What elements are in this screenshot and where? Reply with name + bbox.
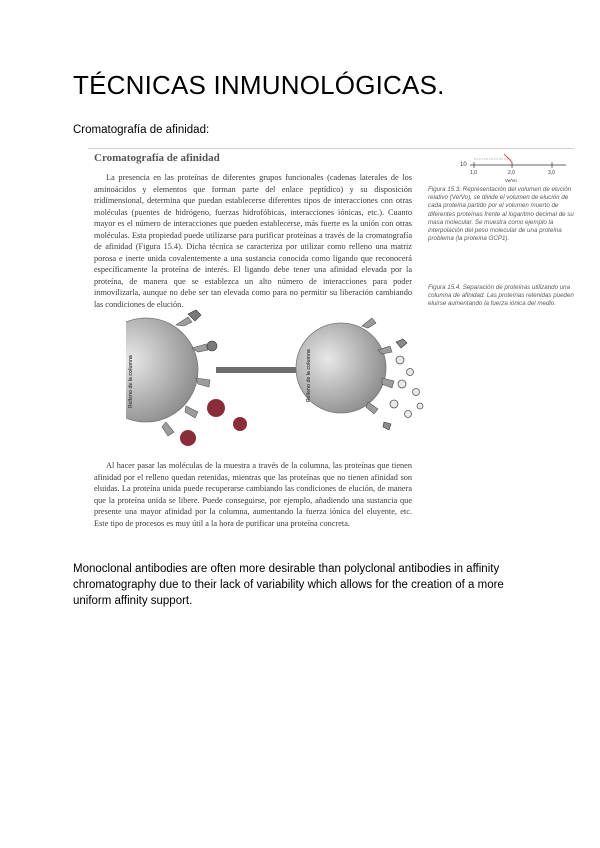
chart-tick-label-1: 1,0	[470, 170, 477, 176]
textbook-scan	[88, 148, 574, 544]
chart-y-label: 10	[460, 162, 467, 168]
affinity-diagram	[126, 280, 426, 450]
bead-label-left: Relleno de la columna	[128, 355, 134, 408]
chart-marker	[504, 154, 512, 162]
book-heading: Cromatografía de afinidad	[94, 152, 220, 164]
eluted-proteins	[390, 356, 423, 418]
figure-caption-15-4: Figura 15.4. Separación de proteínas utilizando una columna de afinidad. Las proteínas retenidas pueden eluirse aumentando la fuerza iónica del medio.	[428, 284, 574, 308]
page-title: TÉCNICAS INMUNOLÓGICAS.	[73, 70, 445, 100]
top-rule	[88, 148, 574, 149]
chart-x-label: Ve/Vo	[505, 178, 517, 183]
figure-caption-15-3: Figura 15.3. Representación del volumen de elución relativo (Ve/Vo), se divide el volumen de elución de cada proteína partido por el volumen muerto de diferentes proteínas frente al logaritmo decimal de su masa molecular. Se muestra como ejemplo la interpolación del peso molecular de una proteína problema (la proteína GCP1).	[428, 186, 574, 243]
book-paragraph-1: La presencia en las proteínas de diferentes grupos funcionales (cadenas laterales de los aminoácidos y elementos que forman parte del enlace peptídico) y su disposición tridimensional, determina que puedan establecerse diferentes tipos de interacciones con otras moléculas (puentes de hidrógeno, fuerzas hidrofóbicas, interacciones iónicas, etc.). Cuanto mayor es el número de interacciones que pueden establecerse, más fuerte es la unión con otras moléculas. Esta propiedad puede utilizarse para purificar proteínas a través de la cromatografía de afinidad (Figura 15.4). Dicha técnica se caracteriza por utilizar como relleno una matriz porosa e inerte unida covalentemente a una sustancia conocida como ligando que reconocerá específicamente la proteína de interés. El ligando debe tener una afinidad elevada por la proteína, de manera que se establezca un alto número de interacciones para poder inmovilizarla, aunque no debe ser tan elevada como para no permitir su liberación cambiando las condiciones de elución.	[94, 173, 412, 309]
red-protein-3	[233, 417, 247, 431]
elution-mini-chart	[460, 150, 568, 184]
bead-label-right: Relleno de la columna	[306, 349, 312, 402]
chart-tick-label-2: 2,0	[508, 170, 515, 176]
red-protein-2	[180, 430, 196, 446]
monoclonal-note: Monoclonal antibodies are often more desirable than polyclonal antibodies in affinity chromatography due to their lack of variability which allows for the creation of a more uniform affinity support.	[73, 563, 504, 607]
red-protein-1	[207, 399, 225, 417]
chart-tick-label-3: 3,0	[548, 170, 555, 176]
section-subtitle: Cromatografía de afinidad:	[73, 124, 210, 136]
book-paragraph-2: Al hacer pasar las moléculas de la muestra a través de la columna, las proteínas que tienen afinidad por el relleno quedan retenidas, mientras que las proteínas que no tienen afinidad son eluidas. La proteína unida puede recuperarse cambiando las condiciones de elución, de manera que la proteína unida se libere. Puede conseguirse, por ejemplo, añadiendo una sustancia que presente una mayor afinidad por la columna, aumentando la fuerza iónica del eluyente, etc. Este tipo de procesos es muy útil a la hora de purificar una proteína concreta.	[94, 461, 412, 528]
